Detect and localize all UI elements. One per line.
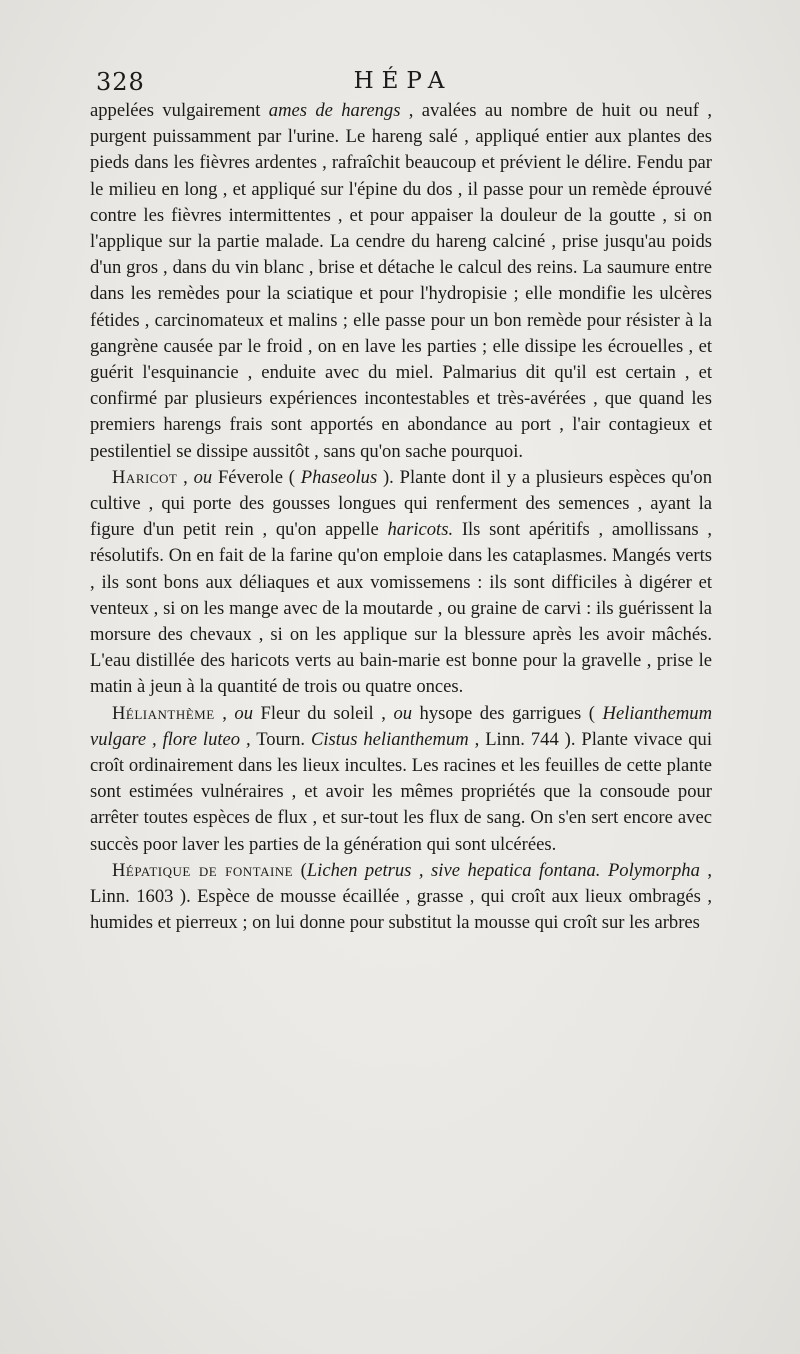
running-head: HÉPA <box>353 68 453 94</box>
italic-run: Phaseolus <box>300 466 378 488</box>
entry-headword: Haricot <box>112 466 178 488</box>
text-run: ). Plante dont il y a plusieurs espèces qu'on cultive , qui porte des gousses longues qui renferment des semences , ayant la figure d'un petit rein , qu'on appelle <box>90 466 712 541</box>
text-run: , <box>214 702 235 724</box>
text-run: , avalées au nombre de huit ou neuf , purgent puissamment par l'urine. Le hareng salé , appliqué entier aux plantes des pieds dans les fièvres ardentes , rafraîchit beaucoup et prévient le délire. Fendu par le milieu en long , et appliqué sur l'épine du dos , il passe pour un remède éprouvé contre les fièvres intermittentes , et pour appaiser la douleur de la goutte , si on l'applique sur la partie malade. La cendre du hareng calciné , prise jusqu'au poids d'un gros , dans du vin blanc , brise et détache le calcul des reins. La saumure entre dans les remèdes pour la sciatique et pour l'hydropisie ; elle mondifie les ulcères fétides , carcinomateux et malins ; elle passe pour un bon remède pour résister à la gangrène causée par le froid , on en lave les parties ; elle dissipe les écrouelles , et guérit l'esquinancie , enduite avec du miel. Palmarius dit qu'il est certain , et confirmé par plusieurs expériences incontestables et très-avérées , que quand les premiers harengs frais sont apportés en abondance au port , l'air contagieux et pestilentiel se dissipe aussitôt , sans qu'on sache pourquoi. <box>90 100 712 462</box>
text-run: appelées vulgairement <box>90 100 269 121</box>
italic-run: ou <box>393 702 413 724</box>
italic-run: ames de harengs <box>268 100 401 121</box>
entry-headword: Hépatique de fontaine <box>112 859 294 881</box>
body-text <box>90 98 712 937</box>
paragraph-hareng-continued <box>90 98 712 465</box>
italic-run: Cistus helianthemum <box>310 728 469 750</box>
italic-run: haricots. <box>387 519 454 541</box>
page-number: 328 <box>96 68 145 96</box>
page-header <box>96 62 710 102</box>
text-run: Ils sont apéritifs , amollissans , résolutifs. On en fait de la farine qu'on emploie dans les cataplasmes. Mangés verts , ils sont bons aux déliaques et aux vomissemens : ils sont difficiles à digérer et venteux , si on les mange avec de la moutarde , ou graine de carvi : ils guérissent la morsure des chevaux , si on les applique sur la blessure après les avoir mâchés. L'eau distillée des haricots verts au bain-marie est bonne pour la gravelle , prise le matin à jeun à la quantité de trois ou quatre onces. <box>90 519 712 698</box>
text-run: ( <box>293 859 307 881</box>
text-run: , <box>177 466 194 488</box>
entry-haricot <box>90 465 712 701</box>
italic-run: Helianthemum vulgare , flore luteo , <box>90 702 713 750</box>
italic-run: ou <box>234 702 253 724</box>
entry-headword: Hélianthème <box>112 702 215 724</box>
text-run: Féverole ( <box>212 466 301 488</box>
text-run: , Linn. 744 ). Plante vivace qui croît ordinairement dans les lieux incultes. Les racines et les feuilles de cette plante sont estimées vulnéraires , et avoir les mêmes propriétés que la consoude pour arrêter toutes espèces de flux , et sur-tout les flux de sang. On s'en sert encore avec succès poor laver les parties de la génération qui sont ulcérées. <box>90 728 712 855</box>
italic-run: Lichen petrus , sive hepatica fontana. Polymorpha <box>306 859 700 881</box>
entry-helianthème <box>90 701 712 858</box>
italic-run: ou <box>193 466 213 488</box>
text-run: Fleur du soleil , <box>253 702 394 724</box>
text-run: , Linn. 1603 ). Espèce de mousse écaillée , grasse , qui croît aux lieux ombragés , humides et pierreux ; on lui donne pour substitut la mousse qui croît sur les arbres <box>90 859 713 934</box>
text-run: Tourn. <box>250 728 311 750</box>
text-run: hysope des garrigues ( <box>412 702 603 724</box>
entry-hepatique-de-fontaine <box>90 858 712 937</box>
